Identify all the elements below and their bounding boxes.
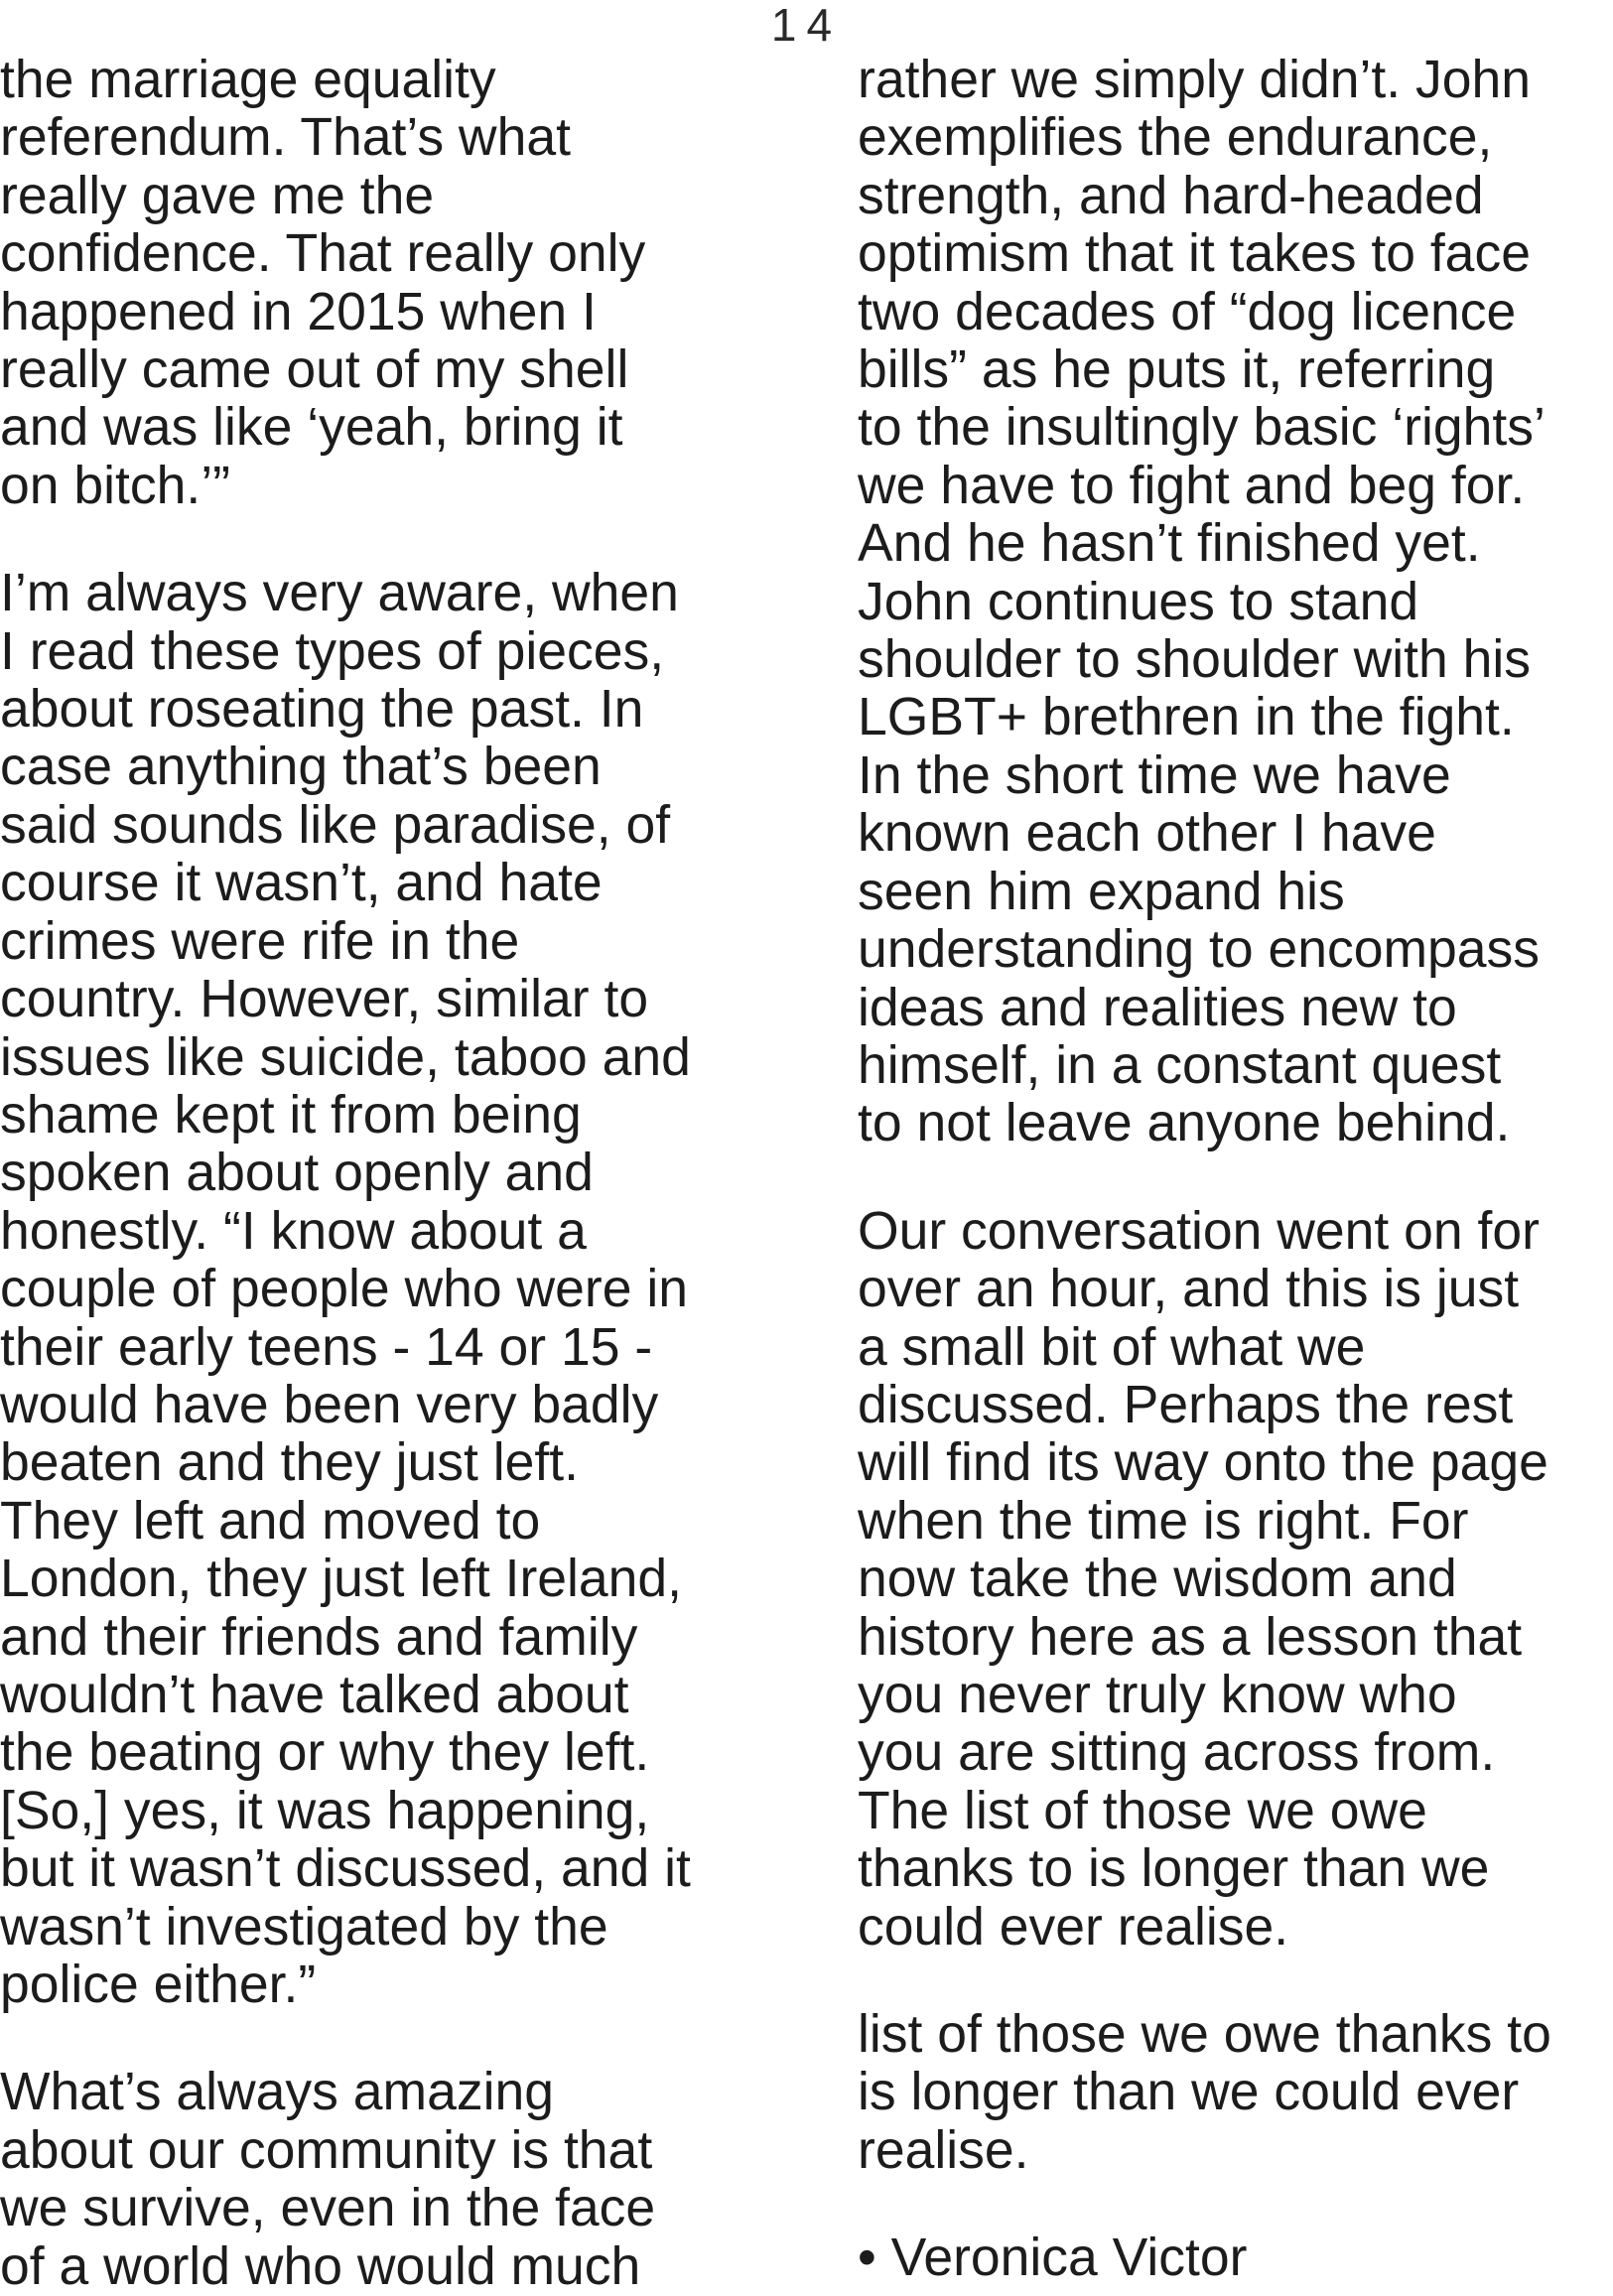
paragraph: What’s always amazing about our community is that we survive, even in the face of a world who would much xyxy=(0,2063,656,2296)
left-column xyxy=(0,52,794,2296)
author-byline: • Veronica Victor xyxy=(858,2228,1248,2288)
paragraph: list of those we owe thanks to is longer than we could ever realise. xyxy=(858,2005,1551,2180)
paragraph: I’m always very aware, when I read these types of pieces, about roseating the past. In case anything that’s been said sounds like paradise, of course it wasn’t, and hate crimes were rife in the country. However, similar to issues like suicide, taboo and shame kept it from being spoken about openly and honestly. “I know about a couple of people who were in their early teens - 14 or 15 - would have been very badly beaten and they just left. They left and moved to London, they just left Ireland, and their friends and family wouldn’t have talked about the beating or why they left. [So,] yes, it was happening, but it wasn’t discussed, and it wasn’t investigated by the police either.” xyxy=(0,564,691,2014)
paragraph: rather we simply didn’t. John exemplifies the endurance, strength, and hard-headed optimism that it takes to face two decades of “dog licence bills” as he puts it, referring to the insultingly basic ‘rights’ we have to fight and beg for. And he hasn’t finished yet. John continues to stand shoulder to shoulder with his LGBT+ brethren in the fight. In the short time we have known each other I have seen him expand his understanding to encompass ideas and realities new to himself, in a constant quest to not leave anyone behind. xyxy=(858,51,1546,1153)
paragraph: Our conversation went on for over an hour, and this is just a small bit of what we discussed. Perhaps the rest will find its way onto the page when the time is right. For now take the wisdom and history here as a lesson that you never truly know who you are sitting across from. The list of those we owe thanks to is longer than we could ever realise. xyxy=(858,1201,1548,1957)
right-column xyxy=(858,52,1613,2288)
page-number: 14 xyxy=(770,0,843,51)
paragraph: the marriage equality referendum. That’s what really gave me the confidence. That really only happened in 2015 when I really came out of my shell and was like ‘yeah, bring it on bitch.’” xyxy=(0,51,646,515)
